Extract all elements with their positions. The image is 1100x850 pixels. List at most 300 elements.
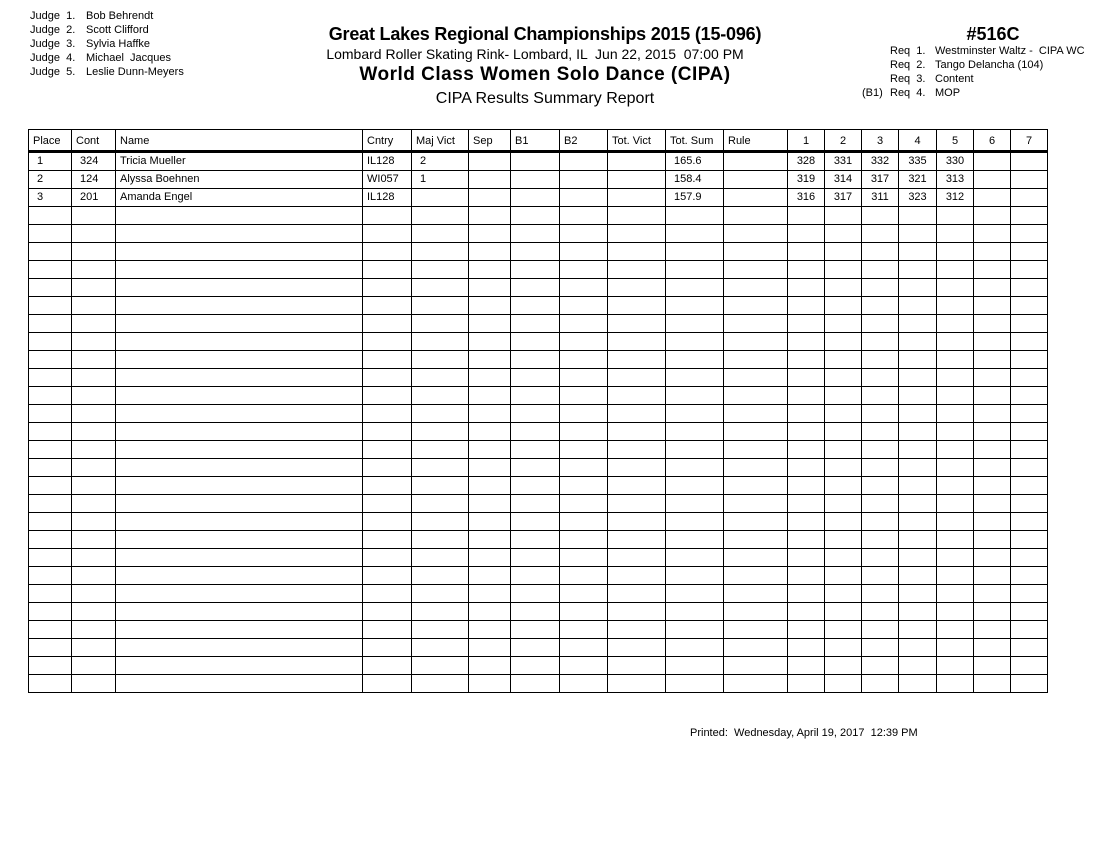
cell-empty — [29, 513, 72, 531]
cell-empty — [937, 603, 974, 621]
cell-name: Amanda Engel — [116, 189, 363, 207]
cell-empty — [974, 603, 1011, 621]
cell-empty — [825, 585, 862, 603]
cell-empty — [1011, 657, 1048, 675]
cell-empty — [788, 441, 825, 459]
requirement-label: Req 2. — [890, 59, 926, 71]
col-header-rule: Rule — [724, 130, 788, 152]
cell-empty — [788, 279, 825, 297]
cell-empty — [560, 603, 608, 621]
cell-empty — [974, 459, 1011, 477]
cell-empty — [899, 477, 937, 495]
cell-cntry: IL128 — [363, 152, 412, 171]
cell-empty — [412, 603, 469, 621]
cell-empty — [724, 621, 788, 639]
cell-empty — [1011, 621, 1048, 639]
cell-empty — [608, 297, 666, 315]
cell-empty — [412, 279, 469, 297]
cell-empty — [937, 477, 974, 495]
cell-empty — [469, 387, 511, 405]
cell-empty — [974, 243, 1011, 261]
table-row-empty — [29, 351, 1048, 369]
cell-empty — [469, 423, 511, 441]
cell-empty — [469, 333, 511, 351]
cell-empty — [469, 585, 511, 603]
cell-empty — [788, 387, 825, 405]
cell-empty — [469, 567, 511, 585]
cell-empty — [899, 657, 937, 675]
cell-empty — [788, 477, 825, 495]
cell-empty — [116, 315, 363, 333]
cell-name: Tricia Mueller — [116, 152, 363, 171]
cell-empty — [724, 207, 788, 225]
cell-empty — [72, 243, 116, 261]
cell-empty — [974, 567, 1011, 585]
cell-empty — [511, 441, 560, 459]
judge-item — [30, 9, 184, 23]
cell-empty — [666, 351, 724, 369]
cell-judge-3: 311 — [862, 189, 899, 207]
division-title: World Class Women Solo Dance (CIPA) — [359, 64, 731, 85]
cell-empty — [72, 657, 116, 675]
cell-empty — [511, 675, 560, 693]
cell-empty — [608, 531, 666, 549]
cell-empty — [974, 369, 1011, 387]
cell-empty — [937, 585, 974, 603]
cell-empty — [1011, 333, 1048, 351]
cell-empty — [724, 225, 788, 243]
cell-empty — [825, 405, 862, 423]
cell-empty — [974, 441, 1011, 459]
cell-empty — [862, 585, 899, 603]
cell-empty — [666, 315, 724, 333]
cell-empty — [363, 369, 412, 387]
cell-empty — [862, 387, 899, 405]
table-row-empty — [29, 333, 1048, 351]
cell-empty — [899, 621, 937, 639]
cell-empty — [974, 495, 1011, 513]
cell-empty — [72, 333, 116, 351]
cell-cont: 324 — [72, 152, 116, 171]
cell-empty — [608, 675, 666, 693]
judge-label: Judge 4. — [30, 52, 76, 64]
cell-tot-sum: 157.9 — [666, 189, 724, 207]
cell-empty — [666, 603, 724, 621]
cell-empty — [29, 603, 72, 621]
cell-empty — [862, 423, 899, 441]
table-row-empty — [29, 621, 1048, 639]
cell-empty — [899, 351, 937, 369]
cell-empty — [788, 405, 825, 423]
cell-empty — [724, 675, 788, 693]
cell-empty — [412, 315, 469, 333]
cell-empty — [666, 585, 724, 603]
cell-empty — [666, 279, 724, 297]
table-row-empty — [29, 495, 1048, 513]
cell-empty — [937, 369, 974, 387]
cell-empty — [116, 513, 363, 531]
cell-empty — [788, 243, 825, 261]
cell-empty — [412, 513, 469, 531]
cell-empty — [825, 441, 862, 459]
cell-empty — [724, 459, 788, 477]
cell-empty — [116, 585, 363, 603]
col-header-sep: Sep — [469, 130, 511, 152]
cell-empty — [862, 207, 899, 225]
cell-empty — [560, 657, 608, 675]
cell-sep — [469, 189, 511, 207]
cell-empty — [666, 243, 724, 261]
cell-empty — [511, 369, 560, 387]
cell-empty — [363, 585, 412, 603]
cell-empty — [116, 387, 363, 405]
cell-empty — [666, 513, 724, 531]
cell-empty — [412, 621, 469, 639]
col-header-cntry: Cntry — [363, 130, 412, 152]
cell-cont: 201 — [72, 189, 116, 207]
requirement-value: Westminster Waltz - CIPA WC — [935, 45, 1085, 57]
cell-empty — [937, 621, 974, 639]
cell-empty — [825, 423, 862, 441]
cell-empty — [788, 351, 825, 369]
cell-empty — [412, 675, 469, 693]
cell-empty — [666, 621, 724, 639]
cell-empty — [666, 495, 724, 513]
requirement-label: Req 4. — [890, 87, 926, 99]
cell-empty — [511, 459, 560, 477]
cell-empty — [608, 387, 666, 405]
cell-judge-7 — [1011, 189, 1048, 207]
cell-empty — [825, 549, 862, 567]
cell-empty — [974, 351, 1011, 369]
cell-empty — [412, 225, 469, 243]
cell-empty — [560, 315, 608, 333]
cell-empty — [788, 531, 825, 549]
judge-item — [30, 23, 184, 37]
cell-empty — [825, 495, 862, 513]
cell-empty — [862, 675, 899, 693]
cell-empty — [72, 531, 116, 549]
cell-empty — [560, 405, 608, 423]
cell-empty — [72, 315, 116, 333]
cell-empty — [560, 549, 608, 567]
cell-empty — [469, 225, 511, 243]
cell-empty — [363, 315, 412, 333]
cell-empty — [666, 405, 724, 423]
cell-empty — [724, 405, 788, 423]
cell-empty — [974, 549, 1011, 567]
judge-item — [30, 37, 184, 51]
cell-empty — [937, 459, 974, 477]
cell-empty — [788, 639, 825, 657]
judge-label: Judge 3. — [30, 38, 76, 50]
cell-empty — [363, 657, 412, 675]
cell-empty — [116, 423, 363, 441]
cell-empty — [862, 657, 899, 675]
cell-empty — [412, 531, 469, 549]
cell-empty — [788, 621, 825, 639]
cell-empty — [666, 333, 724, 351]
cell-judge-5: 330 — [937, 152, 974, 171]
cell-empty — [1011, 261, 1048, 279]
cell-empty — [899, 261, 937, 279]
cell-empty — [825, 261, 862, 279]
cell-empty — [788, 261, 825, 279]
cell-empty — [363, 567, 412, 585]
cell-empty — [469, 513, 511, 531]
cell-empty — [469, 441, 511, 459]
table-row-empty — [29, 459, 1048, 477]
cell-empty — [788, 495, 825, 513]
cell-empty — [666, 567, 724, 585]
cell-empty — [862, 441, 899, 459]
cell-empty — [363, 297, 412, 315]
cell-cntry: IL128 — [363, 189, 412, 207]
table-row-empty — [29, 315, 1048, 333]
cell-empty — [469, 369, 511, 387]
cell-empty — [825, 531, 862, 549]
cell-empty — [666, 423, 724, 441]
cell-empty — [469, 657, 511, 675]
cell-judge-6 — [974, 152, 1011, 171]
cell-judge-1: 319 — [788, 171, 825, 189]
cell-empty — [974, 423, 1011, 441]
cell-empty — [116, 531, 363, 549]
cell-empty — [1011, 387, 1048, 405]
cell-empty — [788, 513, 825, 531]
cell-empty — [899, 531, 937, 549]
cell-empty — [72, 261, 116, 279]
cell-empty — [72, 639, 116, 657]
cell-judge-4: 321 — [899, 171, 937, 189]
cell-empty — [825, 315, 862, 333]
cell-empty — [511, 279, 560, 297]
judges-list — [30, 9, 184, 79]
cell-empty — [862, 243, 899, 261]
cell-tot-vict — [608, 189, 666, 207]
cell-empty — [608, 549, 666, 567]
cell-empty — [72, 549, 116, 567]
cell-empty — [724, 531, 788, 549]
cell-empty — [469, 459, 511, 477]
cell-judge-2: 314 — [825, 171, 862, 189]
requirement-label: Req 3. — [890, 73, 926, 85]
cell-empty — [937, 549, 974, 567]
cell-empty — [937, 657, 974, 675]
cell-empty — [666, 657, 724, 675]
cell-empty — [363, 513, 412, 531]
cell-empty — [825, 639, 862, 657]
cell-empty — [511, 351, 560, 369]
cell-empty — [1011, 351, 1048, 369]
cell-empty — [608, 459, 666, 477]
cell-empty — [116, 405, 363, 423]
cell-empty — [511, 549, 560, 567]
cell-empty — [608, 315, 666, 333]
cell-cont: 124 — [72, 171, 116, 189]
cell-empty — [363, 261, 412, 279]
cell-empty — [862, 369, 899, 387]
cell-empty — [724, 297, 788, 315]
col-header-judge-6: 6 — [974, 130, 1011, 152]
cell-rule — [724, 152, 788, 171]
cell-b2 — [560, 189, 608, 207]
col-header-place: Place — [29, 130, 72, 152]
table-row — [29, 171, 1048, 189]
requirement-value: MOP — [935, 87, 961, 99]
cell-b2 — [560, 152, 608, 171]
cell-empty — [363, 477, 412, 495]
col-header-judge-4: 4 — [899, 130, 937, 152]
cell-empty — [1011, 243, 1048, 261]
cell-empty — [825, 351, 862, 369]
cell-empty — [1011, 495, 1048, 513]
cell-empty — [116, 207, 363, 225]
cell-empty — [825, 225, 862, 243]
cell-empty — [974, 657, 1011, 675]
cell-empty — [937, 513, 974, 531]
cell-empty — [666, 261, 724, 279]
table-row-empty — [29, 675, 1048, 693]
cell-empty — [862, 513, 899, 531]
cell-empty — [862, 225, 899, 243]
cell-empty — [937, 351, 974, 369]
cell-empty — [862, 477, 899, 495]
cell-empty — [469, 351, 511, 369]
cell-empty — [560, 423, 608, 441]
cell-empty — [72, 585, 116, 603]
cell-empty — [974, 585, 1011, 603]
cell-maj-vict — [412, 189, 469, 207]
cell-empty — [363, 243, 412, 261]
cell-empty — [937, 387, 974, 405]
cell-empty — [825, 567, 862, 585]
cell-empty — [788, 423, 825, 441]
cell-maj-vict: 2 — [412, 152, 469, 171]
table-row-empty — [29, 369, 1048, 387]
cell-empty — [560, 441, 608, 459]
cell-empty — [899, 567, 937, 585]
cell-empty — [724, 513, 788, 531]
cell-empty — [608, 657, 666, 675]
cell-empty — [937, 279, 974, 297]
cell-empty — [608, 207, 666, 225]
cell-empty — [116, 369, 363, 387]
cell-empty — [899, 243, 937, 261]
table-row-empty — [29, 531, 1048, 549]
cell-empty — [511, 603, 560, 621]
cell-empty — [412, 243, 469, 261]
cell-empty — [511, 513, 560, 531]
cell-empty — [1011, 585, 1048, 603]
cell-empty — [666, 387, 724, 405]
cell-empty — [608, 441, 666, 459]
cell-empty — [363, 495, 412, 513]
cell-empty — [29, 297, 72, 315]
cell-empty — [937, 243, 974, 261]
cell-empty — [862, 459, 899, 477]
cell-empty — [116, 297, 363, 315]
cell-empty — [363, 225, 412, 243]
cell-tot-sum: 158.4 — [666, 171, 724, 189]
cell-empty — [788, 675, 825, 693]
table-row-empty — [29, 405, 1048, 423]
cell-empty — [412, 369, 469, 387]
judge-name: Michael Jacques — [86, 52, 171, 64]
cell-empty — [788, 225, 825, 243]
requirement-label: Req 1. — [890, 45, 926, 57]
cell-empty — [862, 351, 899, 369]
cell-empty — [560, 585, 608, 603]
cell-empty — [899, 585, 937, 603]
cell-empty — [29, 261, 72, 279]
cell-empty — [363, 549, 412, 567]
cell-judge-3: 317 — [862, 171, 899, 189]
cell-empty — [937, 495, 974, 513]
cell-empty — [862, 603, 899, 621]
cell-empty — [363, 639, 412, 657]
cell-empty — [363, 387, 412, 405]
cell-empty — [116, 225, 363, 243]
cell-empty — [899, 387, 937, 405]
table-row-empty — [29, 513, 1048, 531]
col-header-b1: B1 — [511, 130, 560, 152]
cell-empty — [899, 405, 937, 423]
cell-empty — [560, 207, 608, 225]
cell-empty — [666, 369, 724, 387]
cell-empty — [974, 225, 1011, 243]
judge-name: Bob Behrendt — [86, 10, 154, 22]
table-row — [29, 152, 1048, 171]
cell-empty — [72, 459, 116, 477]
cell-empty — [29, 333, 72, 351]
cell-empty — [825, 459, 862, 477]
cell-empty — [72, 387, 116, 405]
cell-empty — [511, 261, 560, 279]
cell-empty — [608, 351, 666, 369]
cell-empty — [363, 531, 412, 549]
cell-empty — [560, 225, 608, 243]
cell-empty — [29, 405, 72, 423]
table-header-row — [29, 130, 1048, 152]
cell-empty — [72, 369, 116, 387]
cell-empty — [511, 477, 560, 495]
cell-judge-5: 313 — [937, 171, 974, 189]
cell-judge-6 — [974, 189, 1011, 207]
cell-empty — [825, 369, 862, 387]
cell-empty — [937, 567, 974, 585]
cell-empty — [29, 657, 72, 675]
cell-empty — [974, 387, 1011, 405]
cell-empty — [560, 243, 608, 261]
cell-empty — [560, 567, 608, 585]
cell-empty — [862, 567, 899, 585]
cell-empty — [899, 297, 937, 315]
cell-empty — [1011, 675, 1048, 693]
cell-empty — [116, 495, 363, 513]
cell-judge-5: 312 — [937, 189, 974, 207]
cell-empty — [29, 243, 72, 261]
cell-empty — [560, 279, 608, 297]
cell-empty — [608, 405, 666, 423]
cell-empty — [788, 549, 825, 567]
table-row-empty — [29, 423, 1048, 441]
cell-empty — [72, 675, 116, 693]
cell-empty — [899, 369, 937, 387]
cell-empty — [974, 405, 1011, 423]
cell-empty — [116, 477, 363, 495]
col-header-tot-sum: Tot. Sum — [666, 130, 724, 152]
